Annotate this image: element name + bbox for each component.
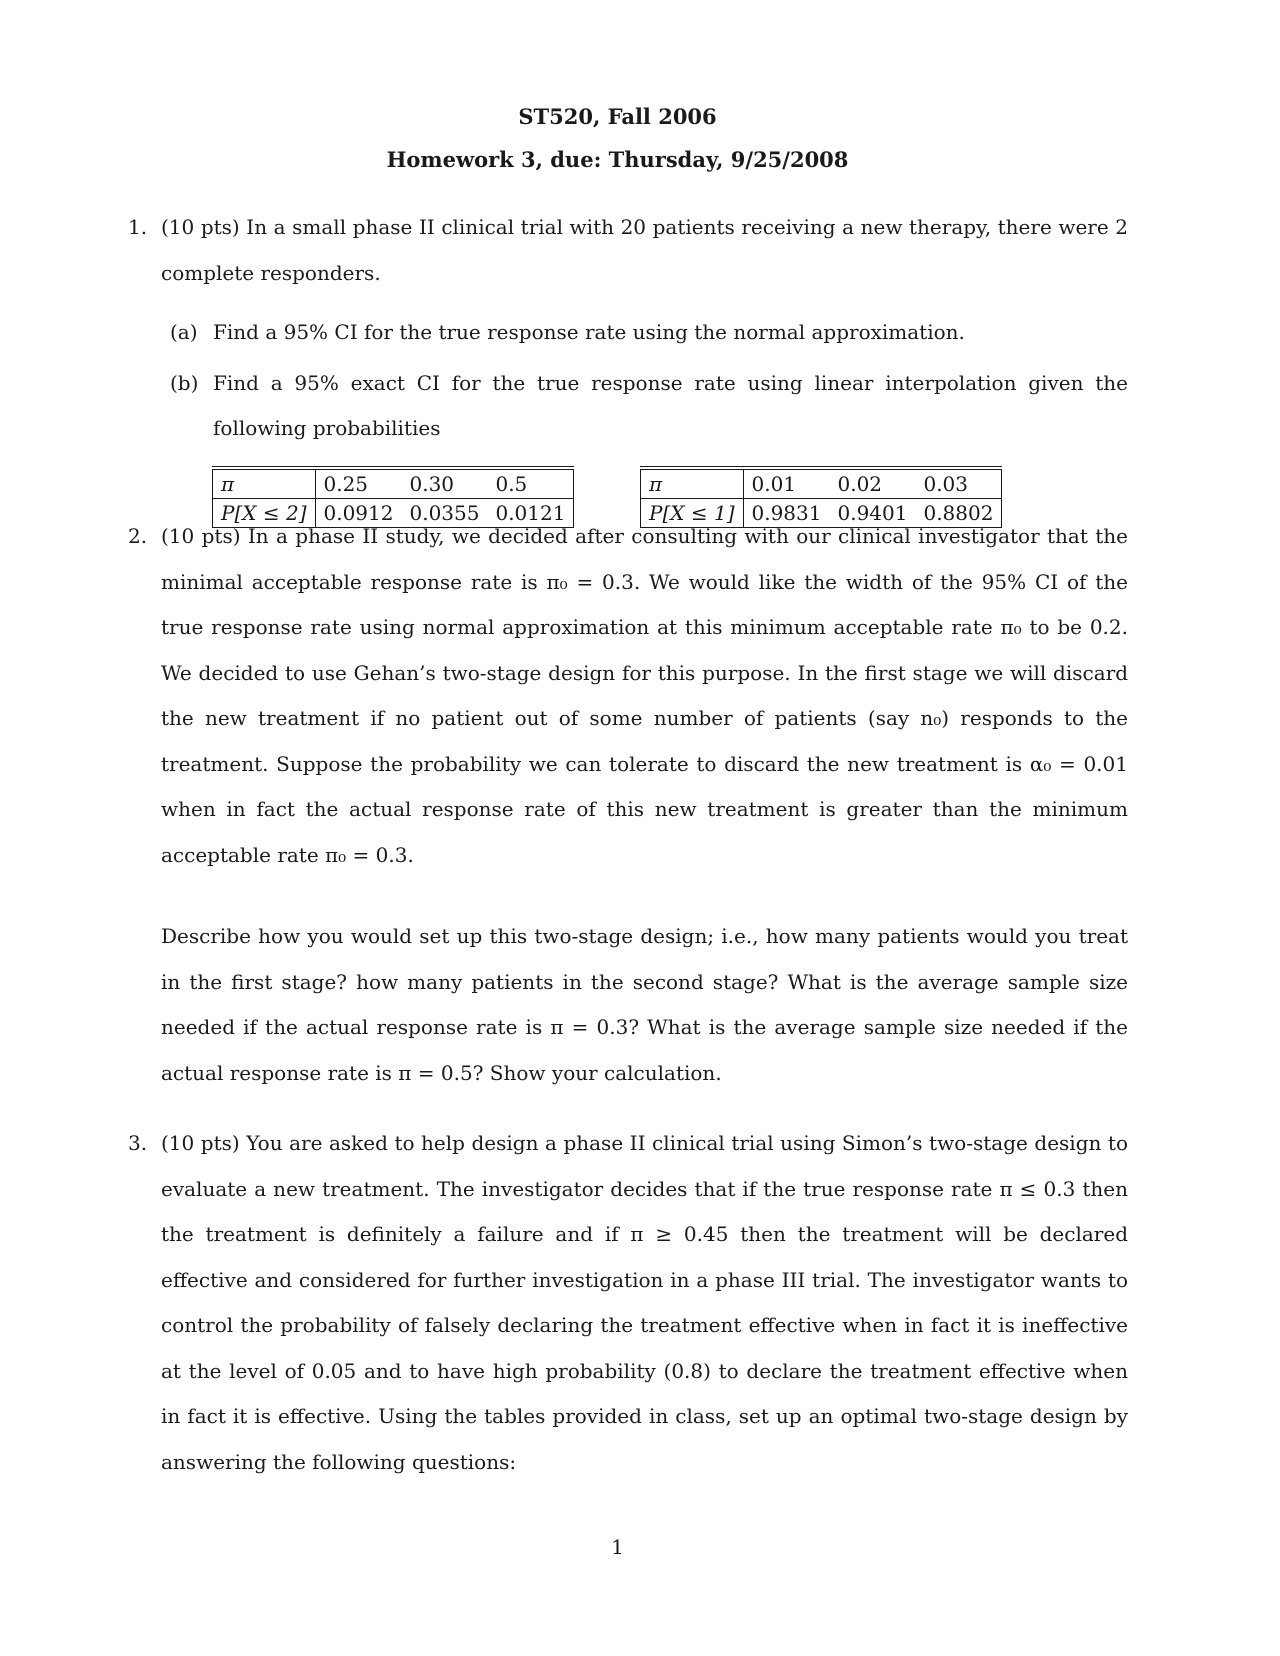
course-title: ST520, Fall 2006 [518, 104, 717, 129]
question-2-paragraph-2: Describe how you would set up this two-stage design; i.e., how many patients would you treat in the first stage? how many patients in the second stage? What is the average sample size needed if the actual response rate is π = 0.3? What is the average sample size needed if the actual response rate is π = 0.5? Show your calculation. [161, 924, 1128, 1085]
question-1a [170, 310, 1128, 355]
table-cell: 0.0355 [409, 501, 480, 525]
table-cell: 0.5 [487, 468, 573, 499]
table-cell: 0.9831 [751, 501, 822, 525]
part-text: Find a 95% CI for the true response rate using the normal approximation. [213, 320, 965, 344]
table-row-header: π [641, 468, 744, 499]
table-cell: 0.0912 [323, 501, 394, 525]
table-row-header: π [213, 468, 316, 499]
table-cell: 0.01 [743, 468, 829, 499]
part-text: Find a 95% exact CI for the true response rate using linear interpolation given the following probabilities [213, 371, 1128, 440]
table-cell: 0.8802 [915, 499, 1001, 528]
table-cell: 0.9401 [837, 501, 908, 525]
question-text: (10 pts) You are asked to help design a phase II clinical trial using Simon’s two-stage design to evaluate a new treatment. The investigator decides that if the true response rate π ≤ 0.3 then the treatment is definitely a failure and if π ≥ 0.45 then the treatment will be declared effective and considered for further investigation in a phase III trial. The investigator wants to control the probability of falsely declaring the treatment effective when in fact it is ineffective at the level of 0.05 and to have high probability (0.8) to declare the treatment effective when in fact it is effective. Using the tables provided in class, set up an optimal two-stage design by answering the following questions: [161, 1131, 1128, 1474]
question-1 [128, 205, 1128, 296]
question-1b [170, 361, 1128, 451]
question-2 [128, 514, 1128, 878]
question-text: (10 pts) In a phase II study, we decided after consulting with our clinical investigator that the minimal acceptable response rate is π₀ = 0.3. We would like the width of the 95% CI of the true response rate using normal approximation at this minimum acceptable rate π₀ to be 0.2. We decided to use Gehan’s two-stage design for this purpose. In the first stage we will discard the new treatment if no patient out of some number of patients (say n₀) responds to the treatment. Suppose the probability we can tolerate to discard the new treatment is α₀ = 0.01 when in fact the actual response rate of this new treatment is greater than the minimum acceptable rate π₀ = 0.3. [161, 524, 1128, 867]
table-row-header: P[X ≤ 2] [213, 499, 316, 528]
question-number: 3. [128, 1131, 148, 1155]
page-number: 1 [611, 1535, 624, 1559]
homework-title: Homework 3, due: Thursday, 9/25/2008 [386, 147, 849, 172]
table-row-header: P[X ≤ 1] [641, 499, 744, 528]
table-cell: 0.25 [315, 468, 401, 499]
part-label: (b) [170, 371, 199, 395]
question-text: (10 pts) In a small phase II clinical trial with 20 patients receiving a new therapy, there were 2 complete responders. [161, 215, 1128, 285]
table-cell: 0.30 [401, 468, 487, 499]
question-number: 1. [128, 215, 148, 239]
table-cell: 0.03 [915, 468, 1001, 499]
table-cell: 0.02 [829, 468, 915, 499]
question-number: 2. [128, 524, 148, 548]
question-3 [128, 1121, 1128, 1485]
table-cell: 0.0121 [487, 499, 573, 528]
part-label: (a) [170, 320, 198, 344]
